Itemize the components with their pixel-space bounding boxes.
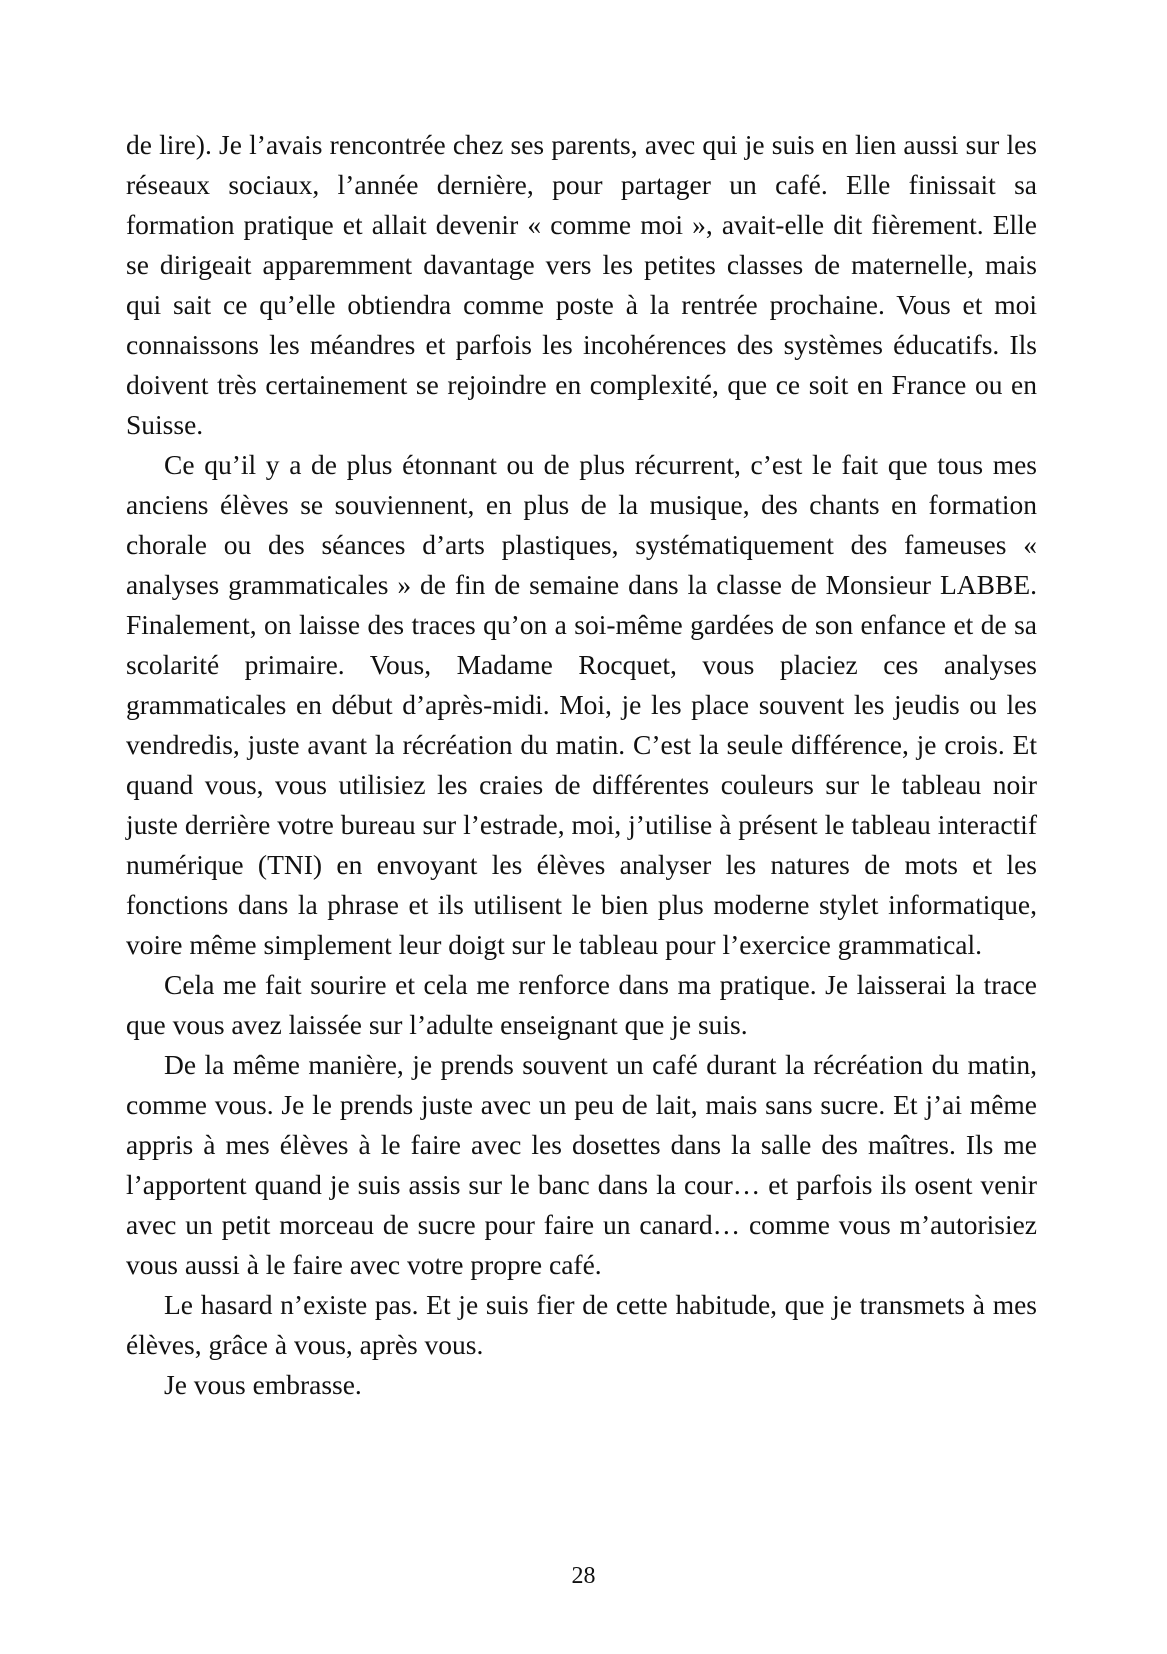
body-text bbox=[126, 125, 1037, 1405]
paragraph-4: De la même manière, je prends souvent un café durant la récréation du matin, comme vous. Je le prends juste avec un peu de lait, mais sans sucre. Et j’ai même appris à mes élèves à le faire avec les dosettes dans la salle des maîtres. Ils me l’apportent quand je suis assis sur le banc dans la cour… et parfois ils osent venir avec un petit morceau de sucre pour faire un canard… comme vous m’autorisiez vous aussi à le faire avec votre propre café. bbox=[126, 1049, 1037, 1280]
paragraph-1: de lire). Je l’avais rencontrée chez ses parents, avec qui je suis en lien aussi sur les réseaux sociaux, l’année dernière, pour partager un café. Elle finissait sa formation pratique et allait devenir « comme moi », avait-elle dit fièrement. Elle se dirigeait apparemment davantage vers les petites classes de maternelle, mais qui sait ce qu’elle obtiendra comme poste à la rentrée prochaine. Vous et moi connaissons les méandres et parfois les incohérences des systèmes éducatifs. Ils doivent très certainement se rejoindre en complexité, que ce soit en France ou en Suisse. bbox=[126, 129, 1037, 440]
page-number: 28 bbox=[571, 1563, 596, 1589]
paragraph-2: Ce qu’il y a de plus étonnant ou de plus récurrent, c’est le fait que tous mes anciens élèves se souviennent, en plus de la musique, des chants en formation chorale ou des séances d’arts plastiques, systématiquement des fameuses « analyses grammaticales » de fin de semaine dans la classe de Monsieur LABBE. Finalement, on laisse des traces qu’on a soi-même gardées de son enfance et de sa scolarité primaire. Vous, Madame Rocquet, vous placiez ces analyses grammaticales en début d’après-midi. Moi, je les place souvent les jeudis ou les vendredis, juste avant la récréation du matin. C’est la seule différence, je crois. Et quand vous, vous utilisiez les craies de différentes couleurs sur le tableau noir juste derrière votre bureau sur l’estrade, moi, j’utilise à présent le tableau interactif numérique (TNI) en envoyant les élèves analyser les natures de mots et les fonctions dans la phrase et ils utilisent le bien plus moderne stylet informatique, voire même simplement leur doigt sur le tableau pour l’exercice grammatical. bbox=[126, 449, 1037, 960]
paragraph-3: Cela me fait sourire et cela me renforce dans ma pratique. Je laisserai la trace que vous avez laissée sur l’adulte enseignant que je suis. bbox=[126, 969, 1037, 1040]
paragraph-5: Le hasard n’existe pas. Et je suis fier de cette habitude, que je transmets à mes élèves, grâce à vous, après vous. bbox=[126, 1289, 1037, 1360]
paragraph-6: Je vous embrasse. bbox=[164, 1369, 362, 1400]
